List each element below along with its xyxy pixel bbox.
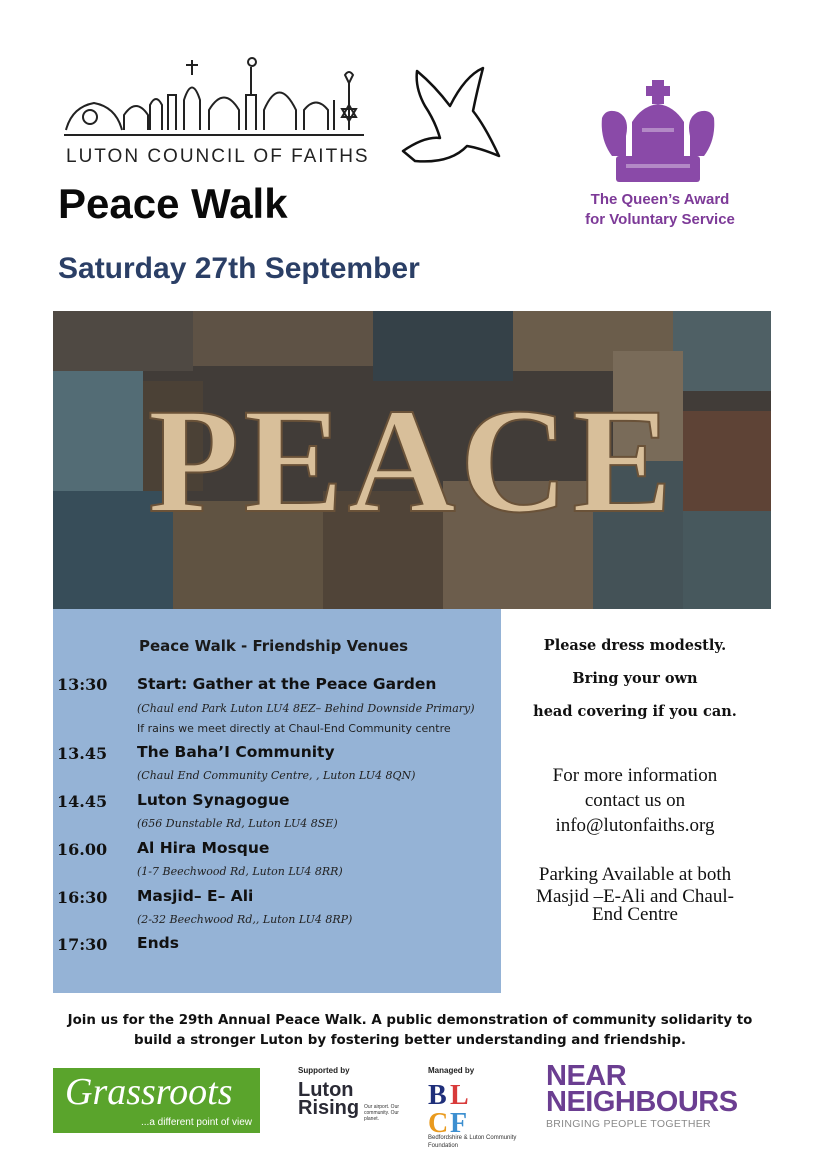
near-neighbours-tagline: BRINGING PEOPLE TOGETHER: [546, 1118, 711, 1130]
venue-name: Masjid– E– Ali: [137, 887, 254, 905]
venue-time: 13:30: [57, 675, 108, 694]
near-neighbours-logo: [546, 1062, 781, 1132]
event-date: Saturday 27th September: [58, 252, 420, 285]
join-message: [40, 1011, 780, 1051]
near-neighbours-line-1: NEAR: [546, 1060, 627, 1092]
page-title: Peace Walk: [58, 180, 288, 227]
venue-name: Al Hira Mosque: [137, 839, 270, 857]
covering-note-1: Bring your own: [572, 670, 698, 687]
join-line-2: build a stronger Luton by fostering better understanding and friendship.: [133, 1033, 687, 1048]
council-name: LUTON COUNCIL OF FAITHS: [66, 146, 370, 167]
venue-name: The Baha’I Community: [137, 743, 335, 761]
blcf-logo: [428, 1066, 528, 1156]
blcf-letters-icon: [428, 1078, 488, 1134]
contact-email: info@lutonfaiths.org: [555, 815, 715, 836]
grassroots-name: Grassroots: [65, 1071, 233, 1113]
luton-rising-line-1: Luton: [298, 1079, 354, 1101]
supported-by-label: Supported by: [298, 1066, 350, 1075]
award-line-2: for Voluntary Service: [585, 211, 735, 228]
near-neighbours-line-2: NEIGHBOURS: [546, 1086, 738, 1118]
faiths-skyline-logo: [64, 55, 404, 150]
svg-text:L: L: [450, 1080, 469, 1111]
venue-address: (Chaul end Park Luton LU4 8EZ– Behind Downside Primary): [137, 702, 475, 715]
grassroots-tagline: ...a different point of view: [141, 1117, 252, 1128]
blcf-caption: Bedfordshire & Luton Community Foundation: [428, 1135, 517, 1149]
parking-line-2: Masjid –E-Ali and Chaul-: [536, 886, 734, 907]
venue-name: Luton Synagogue: [137, 791, 290, 809]
parking-line-1: Parking Available at both: [538, 864, 732, 885]
luton-rising-tagline: Our airport. Our community. Our planet.: [364, 1104, 400, 1122]
managed-by-label: Managed by: [428, 1066, 475, 1075]
info-line-2: contact us on: [584, 790, 686, 811]
crown-icon: [596, 78, 720, 188]
venue-time: 16.00: [57, 840, 108, 859]
svg-text:C: C: [428, 1108, 449, 1134]
venue-time: 17:30: [57, 935, 108, 954]
peace-word: PEACE: [147, 378, 677, 544]
venue-time: 16:30: [57, 888, 108, 907]
venue-address: (2-32 Beechwood Rd,, Luton LU4 8RP): [137, 913, 353, 926]
dress-note: Please dress modestly.: [543, 637, 727, 654]
queens-award-badge: [560, 190, 760, 230]
peace-hero-image: [53, 311, 771, 609]
venue-time: 14.45: [57, 792, 108, 811]
join-line-1: Join us for the 29th Annual Peace Walk. A public demonstration of community solidarity to: [67, 1013, 753, 1028]
dove-icon: [395, 66, 505, 171]
award-line-1: The Queen’s Award: [590, 191, 730, 208]
luton-rising-line-2: Rising: [298, 1097, 360, 1119]
info-line-1: For more information: [552, 765, 718, 786]
venue-address: (656 Dunstable Rd, Luton LU4 8SE): [137, 817, 338, 830]
luton-rising-logo: [298, 1066, 408, 1126]
venue-name: Start: Gather at the Peace Garden: [137, 675, 437, 693]
venue-address: (Chaul End Community Centre, , Luton LU4 8QN): [137, 769, 416, 782]
venue-address: (1-7 Beechwood Rd, Luton LU4 8RR): [137, 865, 343, 878]
venue-name: Ends: [137, 934, 179, 952]
venues-panel: [53, 609, 501, 993]
venue-time: 13.45: [57, 744, 108, 763]
svg-text:B: B: [428, 1080, 447, 1111]
svg-text:F: F: [450, 1108, 468, 1134]
grassroots-logo: [53, 1068, 260, 1133]
venues-heading: Peace Walk - Friendship Venues: [139, 637, 409, 655]
covering-note-2: head covering if you can.: [533, 703, 737, 720]
parking-line-3: End Centre: [591, 904, 678, 925]
venue-rain-note: If rains we meet directly at Chaul-End Community centre: [137, 722, 451, 735]
